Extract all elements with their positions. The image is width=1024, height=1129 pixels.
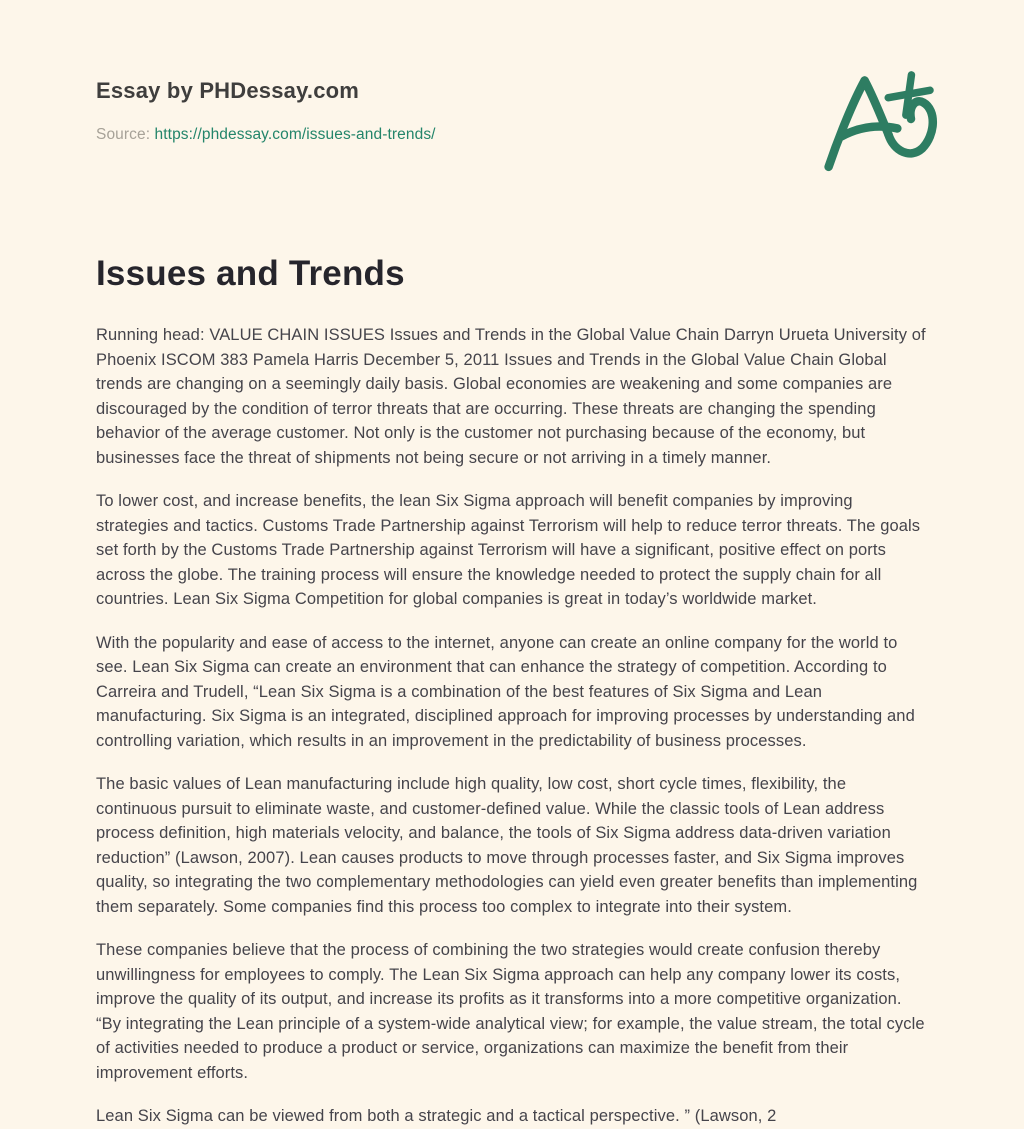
source-line (96, 126, 436, 144)
essay-paragraph: Lean Six Sigma can be viewed from both a strategic and a tactical perspective. ” (Lawson, 2 (96, 1107, 777, 1125)
essay-paragraph: Running head: VALUE CHAIN ISSUES Issues and Trends in the Global Value Chain Darryn Urueta University of Phoenix ISCOM 383 Pamela Harris December 5, 2011 Issues and Trends in the Global Value Chain Global trends are changing on a seemingly daily basis. Global economies are weakening and some companies are discouraged by the condition of terror threats that are occurring. These threats are changing the spending behavior of the average customer. Not only is the customer not purchasing because of the economy, but businesses face the threat of shipments not being secure or not arriving in a timely manner. (96, 326, 926, 467)
essay-paragraph: To lower cost, and increase benefits, the lean Six Sigma approach will benefit companies by improving strategies and tactics. Customs Trade Partnership against Terrorism will help to reduce terror threats. The goals set forth by the Customs Trade Partnership against Terrorism will have a significant, positive effect on ports across the globe. The training process will ensure the knowledge needed to protect the supply chain for all countries. Lean Six Sigma Competition for global companies is great in today’s worldwide market. (96, 492, 921, 608)
essay-title: Issues and Trends (96, 254, 405, 293)
source-url-link[interactable]: https://phdessay.com/issues-and-trends/ (154, 126, 436, 143)
essay-paragraph: The basic values of Lean manufacturing include high quality, low cost, short cycle times, flexibility, the continuous pursuit to eliminate waste, and customer-defined value. While the classic tools of Lean address process definition, high materials velocity, and balance, the tools of Six Sigma address data-driven variation reduction” (Lawson, 2007). Lean causes products to move through processes faster, and Six Sigma improves quality, so integrating the two complementary methodologies can yield even greater benefits than implementing them separately. Some companies find this process too complex to integrate into their system. (96, 775, 918, 916)
essay-paragraph: These companies believe that the process of combining the two strategies would create confusion thereby unwillingness for employees to comply. The Lean Six Sigma approach can help any company lower its costs, improve the quality of its output, and increase its profits as it transforms into a more competitive organization. “By integrating the Lean principle of a system-wide analytical view; for example, the value stream, the total cycle of activities needed to produce a product or service, organizations can maximize the benefit from their improvement efforts. (96, 941, 925, 1082)
phdessay-a-plus-logo-icon (818, 66, 944, 174)
page-header (96, 76, 928, 172)
site-title: Essay by PHDessay.com (96, 78, 360, 103)
essay-paragraph: With the popularity and ease of access to the internet, anyone can create an online company for the world to see. Lean Six Sigma can create an environment that can enhance the strategy of competition. According to Carreira and Trudell, “Lean Six Sigma is a combination of the best features of Six Sigma and Lean manufacturing. Six Sigma is an integrated, disciplined approach for improving processes by understanding and controlling variation, which results in an improvement in the predictability of business processes. (96, 633, 915, 750)
essay-page (96, 0, 928, 1129)
source-label: Source: (96, 126, 151, 143)
header-text-block (96, 76, 436, 144)
essay-body (96, 323, 928, 1129)
